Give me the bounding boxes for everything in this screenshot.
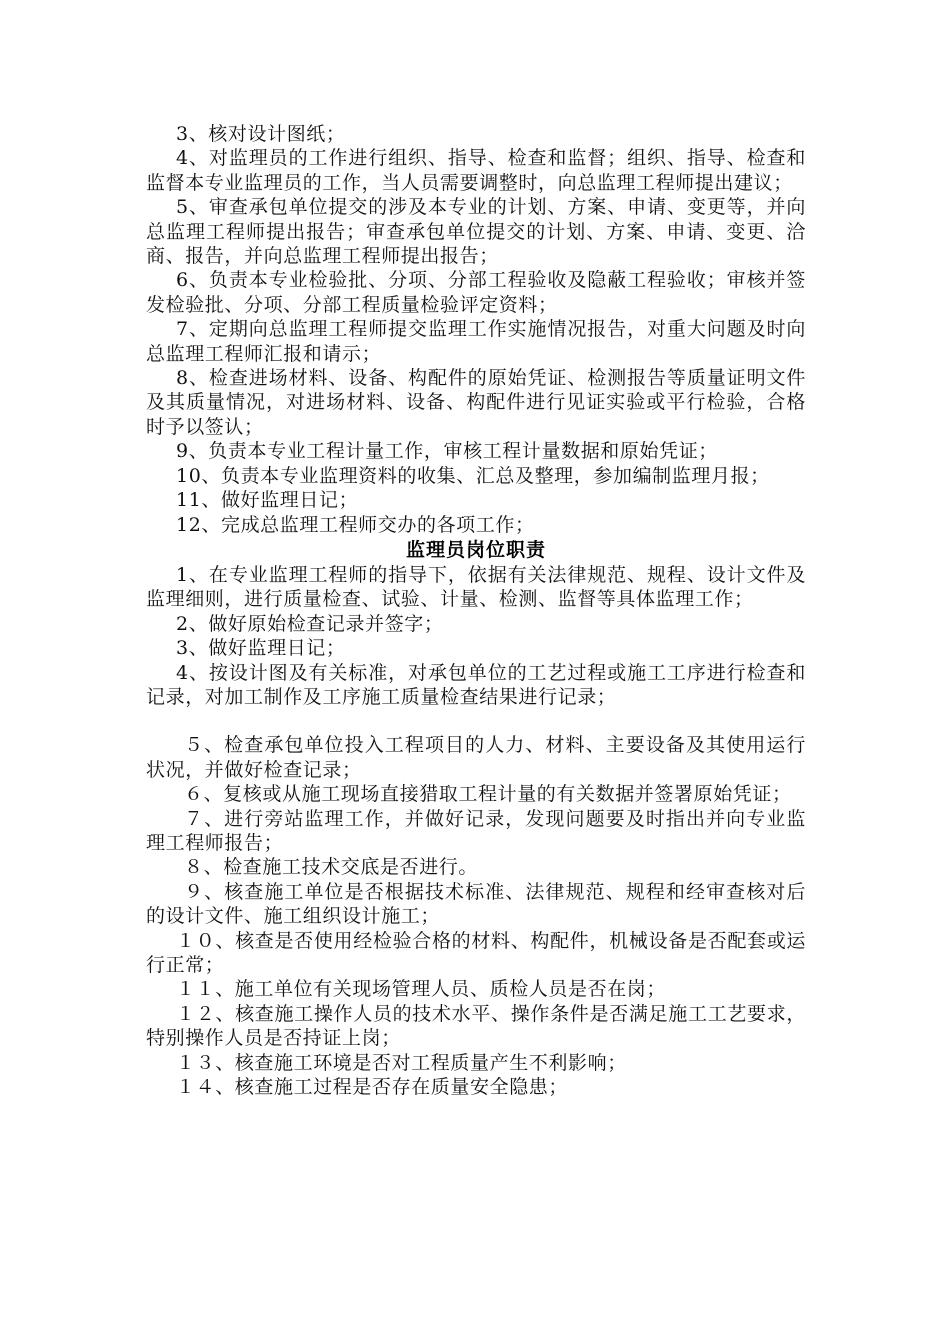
duty-item-9: 9、负责本专业工程计量工作，审核工程计量数据和原始凭证； — [176, 440, 718, 463]
duty-item-11: 11、做好监理日记； — [176, 489, 359, 512]
inspector-duty-10: １０、核查是否使用经检验合格的材料、构配件，机械设备是否配套或运行正常； — [146, 929, 806, 976]
inspector-duty-14: １４、核查施工过程是否存在质量安全隐患； — [176, 1076, 569, 1099]
duty-item-3: 3、核对设计图纸； — [176, 123, 346, 145]
inspector-duty-4: 4、按设计图及有关标准，对承包单位的工艺过程或施工工序进行检查和记录，对加工制作及工序施工质量检查结果进行记录； — [146, 661, 806, 708]
duty-item-8: 8、检查进场材料、设备、构配件的原始凭证、检测报告等质量证明文件及其质量情况，对进场材料、设备、构配件进行见证实验或平行检验，合格时予以签认； — [146, 367, 806, 438]
duty-item-5: 5、审查承包单位提交的涉及本专业的计划、方案、申请、变更等，并向总监理工程师提出报告；审查承包单位提交的计划、方案、申请、变更、洽商、报告，并向总监理工程师提出报告； — [146, 196, 806, 268]
duty-item-12: 12、完成总监理工程师交办的各项工作； — [176, 513, 535, 536]
inspector-duty-7: ７、进行旁站监理工作，并做好记录，发现问题要及时指出并向专业监理工程师报告； — [146, 807, 806, 854]
inspector-duty-2: 2、做好原始检查记录并签字； — [176, 612, 444, 635]
section-title: 监理员岗位职责 — [405, 538, 546, 561]
inspector-duty-6: ６、复核或从施工现场直接猎取工程计量的有关数据并签署原始凭证； — [184, 783, 792, 806]
inspector-duty-9: ９、核查施工单位是否根据技术标准、法律规范、规程和经审查核对后的设计文件、施工组织设计施工； — [146, 880, 806, 928]
inspector-duty-11: １１、施工单位有关现场管理人员、质检人员是否在岗； — [176, 978, 667, 1001]
duty-item-4: 4、对监理员的工作进行组织、指导、检查和监督；组织、指导、检查和监督本专业监理员的工作，当人员需要调整时，向总监理工程师提出建议； — [146, 147, 806, 194]
inspector-duty-8: ８、检查施工技术交底是否进行。 — [184, 856, 479, 879]
document-body — [146, 122, 806, 1099]
inspector-duty-1: 1、在专业监理工程师的指导下，依据有关法律规范、规程、设计文件及监理细则，进行质量检查、试验、计量、检测、监督等具体监理工作； — [146, 563, 806, 611]
duty-item-6: 6、负责本专业检验批、分项、分部工程验收及隐蔽工程验收；审核并签发检验批、分项、分部工程质量检验评定资料； — [146, 269, 806, 316]
inspector-duty-13: １３、核查施工环境是否对工程质量产生不利影响； — [176, 1051, 627, 1074]
inspector-duty-3: 3、做好监理日记； — [176, 637, 346, 660]
duty-item-7: 7、定期向总监理工程师提交监理工作实施情况报告，对重大问题及时向总监理工程师汇报和请示； — [146, 318, 806, 365]
inspector-duty-5: ５、检查承包单位投入工程项目的人力、材料、主要设备及其使用运行状况，并做好检查记录； — [146, 734, 806, 781]
duty-item-10: 10、负责本专业监理资料的收集、汇总及整理，参加编制监理月报； — [176, 464, 770, 487]
inspector-duty-12: １２、核查施工操作人员的技术水平、操作条件是否满足施工工艺要求，特别操作人员是否持证上岗； — [146, 1002, 806, 1050]
